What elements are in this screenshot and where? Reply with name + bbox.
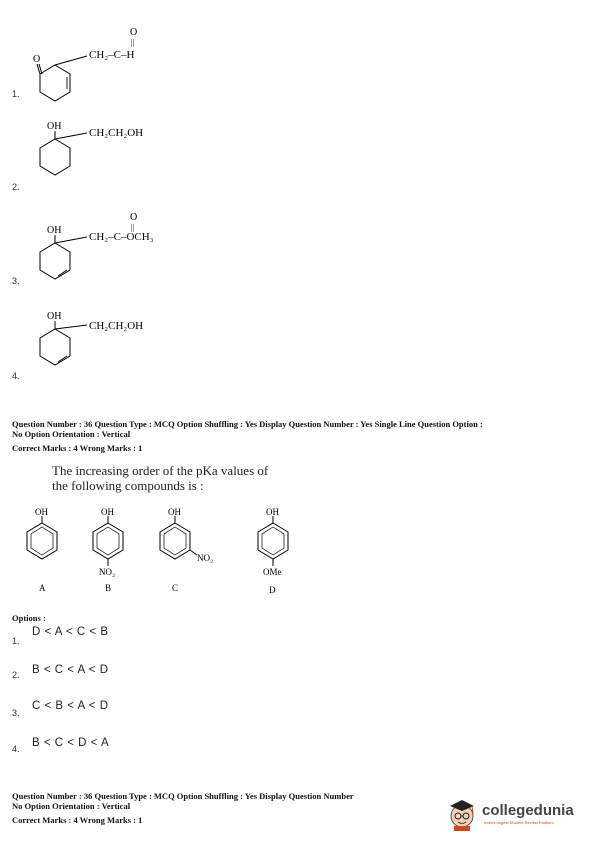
ester-o-label: O — [130, 212, 138, 223]
option-number-1: 1. — [12, 89, 20, 99]
side-chain-label: CH₂CH₂OH — [89, 320, 144, 332]
logo-name: collegedunia — [482, 802, 574, 819]
option-2-text: B < C < A < D — [32, 664, 109, 676]
option-3-text: C < B < A < D — [32, 700, 109, 712]
compound-d-label: D — [269, 585, 276, 595]
compound-a — [12, 505, 72, 595]
hydroxyl-label: OH — [47, 311, 62, 322]
hydroxyl-label: OH — [47, 225, 62, 236]
mascot-icon — [444, 796, 480, 832]
compound-c-no2: NO₂ — [197, 553, 214, 563]
compound-d — [243, 505, 303, 600]
option-1-text: D < A < C < B — [32, 626, 109, 638]
structure-option-1 — [15, 20, 215, 105]
logo-tagline: India's largest Student Review Platform — [484, 820, 554, 825]
option-3-number: 3. — [12, 708, 20, 718]
compound-b-label: B — [105, 583, 112, 593]
compound-c-oh: OH — [168, 507, 181, 517]
hydroxyl-label: OH — [47, 121, 62, 132]
question-marks: Correct Marks : 4 Wrong Marks : 1 — [12, 443, 143, 453]
structure-option-2 — [15, 115, 215, 190]
option-4-text: B < C < D < A — [32, 737, 110, 749]
next-question-header-line1: Question Number : 36 Question Type : MCQ Option Shuffling : Yes Display Question Number — [12, 791, 354, 801]
option-number-3: 3. — [12, 276, 20, 286]
option-4-number: 4. — [12, 744, 20, 754]
double-bond-mark: || — [131, 223, 135, 232]
compound-a-oh: OH — [35, 507, 48, 517]
double-bond-mark: || — [131, 38, 135, 47]
question-header-line2: No Option Orientation : Vertical — [12, 429, 131, 439]
side-chain-label: CH₂CH₂OH — [89, 127, 144, 139]
option-2-number: 2. — [12, 670, 20, 680]
compound-a-label: A — [39, 583, 46, 593]
aldehyde-o-label: O — [130, 27, 138, 38]
question-header-line1: Question Number : 36 Question Type : MCQ Option Shuffling : Yes Display Question Number : Yes Single Line Question Option : — [12, 419, 483, 429]
compound-c-label: C — [172, 583, 179, 593]
option-1-number: 1. — [12, 636, 20, 646]
question-text-line1: The increasing order of the pKa values of — [52, 463, 269, 478]
collegedunia-logo — [444, 796, 594, 836]
options-label: Options : — [12, 613, 46, 623]
compound-c — [145, 505, 235, 595]
compound-d-ome: OMe — [263, 567, 282, 577]
compound-b — [78, 505, 138, 595]
structure-option-4 — [15, 305, 215, 375]
carbonyl-o-label: O — [33, 54, 41, 65]
compound-d-oh: OH — [266, 507, 279, 517]
next-question-marks: Correct Marks : 4 Wrong Marks : 1 — [12, 815, 143, 825]
next-question-header-line2: No Option Orientation : Vertical — [12, 801, 131, 811]
option-number-4: 4. — [12, 371, 20, 381]
compound-b-oh: OH — [101, 507, 114, 517]
compound-b-no2: NO₂ — [99, 567, 116, 577]
structure-option-3 — [15, 205, 215, 285]
question-text-line2: the following compounds is : — [52, 478, 204, 493]
side-chain-label: CH₂–C–OCH₃ — [89, 231, 154, 243]
side-chain-label: CH₂–C–H — [89, 49, 135, 61]
option-number-2: 2. — [12, 182, 20, 192]
